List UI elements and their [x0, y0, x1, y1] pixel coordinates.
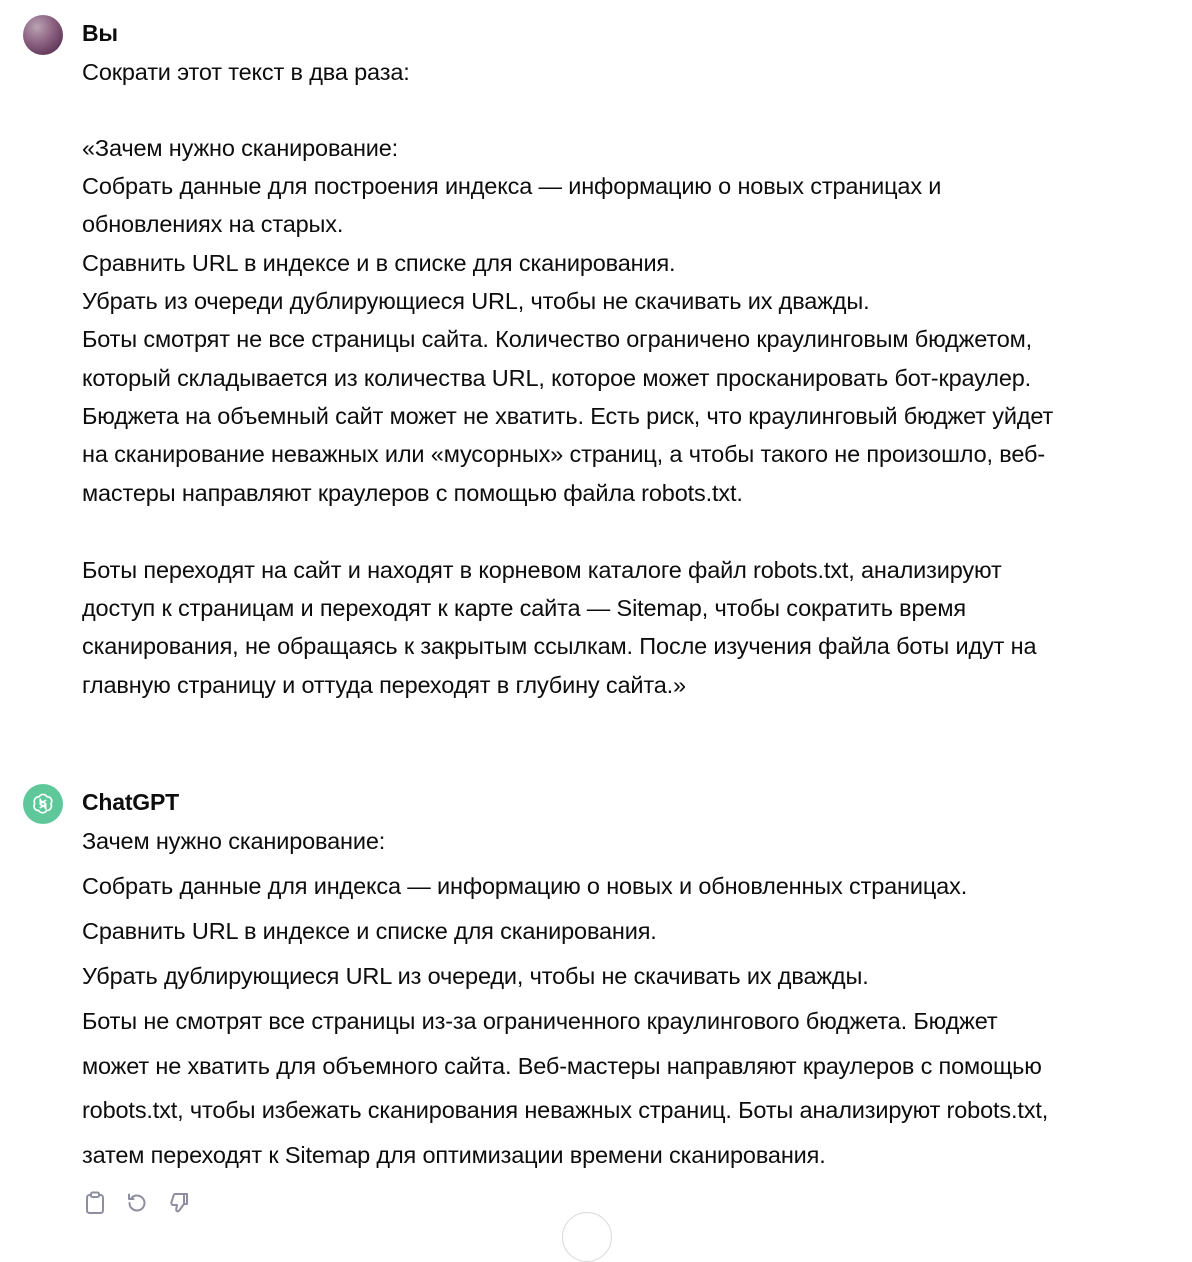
user-text-line: главную страницу и оттуда переходят в глубину сайта.» [82, 672, 686, 698]
user-text-line: Сократи этот текст в два раза: [82, 59, 410, 85]
assistant-text-line: затем переходят к Sitemap для оптимизации времени сканирования. [82, 1142, 826, 1168]
thumbs-down-icon[interactable] [166, 1188, 192, 1218]
assistant-text-line: Убрать дублирующиеся URL из очереди, чтобы не скачивать их дважды. [82, 963, 869, 989]
user-avatar [23, 15, 63, 55]
user-text-line: доступ к страницам и переходят к карте сайта — Sitemap, чтобы сократить время [82, 595, 966, 621]
assistant-text-line: Зачем нужно сканирование: [82, 828, 386, 854]
user-text-line: Собрать данные для построения индекса — информацию о новых страницах и [82, 173, 942, 199]
user-text-line: Боты переходят на сайт и находят в корневом каталоге файл robots.txt, анализируют [82, 557, 1002, 583]
user-text-line: который складывается из количества URL, которое может просканировать бот-краулер. [82, 365, 1032, 391]
assistant-text-line: Сравнить URL в индексе и списке для сканирования. [82, 918, 657, 944]
user-text-line: сканирования, не обращаясь к закрытым ссылкам. После изучения файла боты идут на [82, 633, 1037, 659]
user-text-line: Сравнить URL в индексе и в списке для сканирования. [82, 250, 676, 276]
user-text-line: «Зачем нужно сканирование: [82, 135, 399, 161]
regenerate-icon[interactable] [124, 1188, 150, 1218]
assistant-text-line: может не хватить для объемного сайта. Веб-мастеры направляют краулеров с помощью [82, 1053, 1042, 1079]
message-actions [82, 1188, 192, 1218]
assistant-author-name: ChatGPT [82, 789, 179, 815]
user-text-line: обновлениях на старых. [82, 211, 344, 237]
user-text-line: Боты смотрят не все страницы сайта. Количество ограничено краулинговым бюджетом, [82, 326, 1032, 352]
copy-icon[interactable] [82, 1188, 108, 1218]
user-text-line: мастеры направляют краулеров с помощью файла robots.txt. [82, 480, 743, 506]
user-text-line: Бюджета на объемный сайт может не хватить. Есть риск, что краулинговый бюджет уйдет [82, 403, 1054, 429]
assistant-text-line: Боты не смотрят все страницы из-за ограниченного краулингового бюджета. Бюджет [82, 1008, 998, 1034]
user-text-line: Убрать из очереди дублирующиеся URL, чтобы не скачивать их дважды. [82, 288, 870, 314]
openai-logo-icon [23, 784, 63, 824]
user-text-line: на сканирование неважных или «мусорных» страниц, а чтобы такого не произошло, веб- [82, 441, 1045, 467]
assistant-text-line: robots.txt, чтобы избежать сканирования неважных страниц. Боты анализируют robots.txt, [82, 1097, 1049, 1123]
assistant-text-line: Собрать данные для индекса — информацию о новых и обновленных страницах. [82, 873, 968, 899]
scroll-down-button[interactable] [562, 1212, 612, 1262]
user-author-name: Вы [82, 20, 118, 46]
